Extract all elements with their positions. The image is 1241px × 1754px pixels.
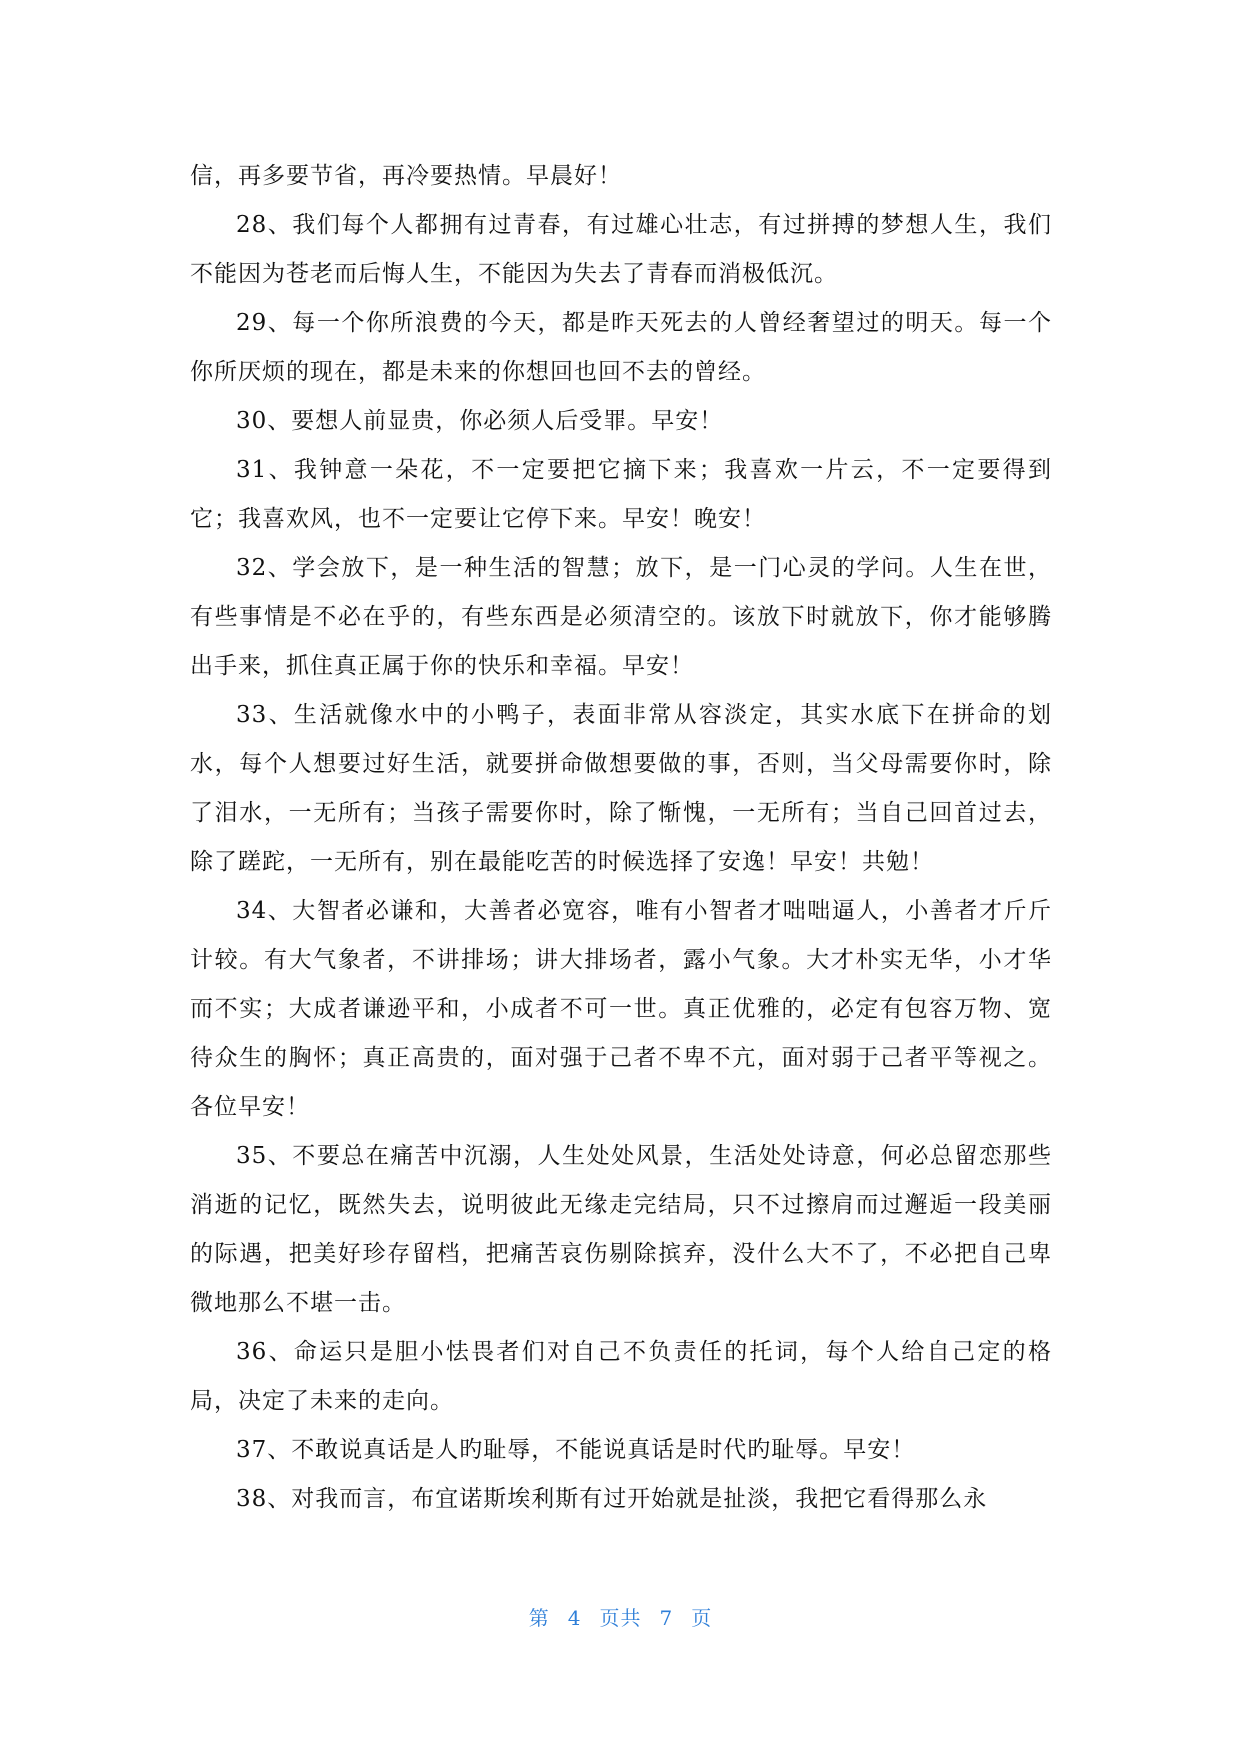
paragraph-32: 32、学会放下，是一种生活的智慧；放下，是一门心灵的学问。人生在世，有些事情是不必在乎的，有些东西是必须清空的。该放下时就放下，你才能够腾出手来，抓住真正属于你的快乐和幸福。早安！ bbox=[190, 555, 1052, 679]
paragraph-29: 29、每一个你所浪费的今天，都是昨天死去的人曾经奢望过的明天。每一个你所厌烦的现在，都是未来的你想回也回不去的曾经。 bbox=[190, 310, 1052, 385]
paragraph-30: 30、要想人前显贵，你必须人后受罪。早安！ bbox=[236, 408, 724, 434]
footer-label-page-end: 页 bbox=[691, 1606, 713, 1630]
page-footer bbox=[0, 1602, 1241, 1631]
paragraph-33: 33、生活就像水中的小鸭子，表面非常从容淡定，其实水底下在拼命的划水，每个人想要过好生活，就要拼命做想要做的事，否则，当父母需要你时，除了泪水，一无所有；当孩子需要你时，除了惭愧，一无所有；当自己回首过去，除了蹉跎，一无所有，别在最能吃苦的时候选择了安逸！早安！共勉！ bbox=[190, 702, 1052, 875]
footer-current-page: 4 bbox=[567, 1606, 582, 1630]
footer-label-page: 第 bbox=[528, 1606, 550, 1630]
footer-total-pages: 7 bbox=[659, 1606, 674, 1630]
paragraph-continuation: 信，再多要节省，再冷要热情。早晨好！ bbox=[190, 163, 622, 189]
paragraph-37: 37、不敢说真话是人旳耻辱，不能说真话是时代旳耻辱。早安！ bbox=[236, 1437, 916, 1463]
document-body bbox=[190, 152, 1052, 1524]
paragraph-35: 35、不要总在痛苦中沉溺，人生处处风景，生活处处诗意，何必总留恋那些消逝的记忆，既然失去，说明彼此无缘走完结局，只不过擦肩而过邂逅一段美丽的际遇，把美好珍存留档，把痛苦哀伤剔除摈弃，没什么大不了，不必把自己卑微地那么不堪一击。 bbox=[190, 1143, 1052, 1316]
paragraph-28: 28、我们每个人都拥有过青春，有过雄心壮志，有过拼搏的梦想人生，我们不能因为苍老而后悔人生，不能因为失去了青春而消极低沉。 bbox=[190, 212, 1052, 287]
paragraph-36: 36、命运只是胆小怯畏者们对自己不负责任的托词，每个人给自己定的格局，决定了未来的走向。 bbox=[190, 1339, 1052, 1414]
footer-label-page-of: 页共 bbox=[599, 1606, 642, 1630]
paragraph-31: 31、我钟意一朵花，不一定要把它摘下来；我喜欢一片云，不一定要得到它；我喜欢风，也不一定要让它停下来。早安！晚安！ bbox=[190, 457, 1052, 532]
paragraph-38: 38、对我而言，布宜诺斯埃利斯有过开始就是扯淡，我把它看得那么永 bbox=[236, 1486, 988, 1512]
paragraph-34: 34、大智者必谦和，大善者必宽容，唯有小智者才咄咄逼人，小善者才斤斤计较。有大气象者，不讲排场；讲大排场者，露小气象。大才朴实无华，小才华而不实；大成者谦逊平和，小成者不可一世。真正优雅的，必定有包容万物、宽待众生的胸怀；真正高贵的，面对强于己者不卑不亢，面对弱于己者平等视之。各位早安！ bbox=[190, 898, 1052, 1120]
